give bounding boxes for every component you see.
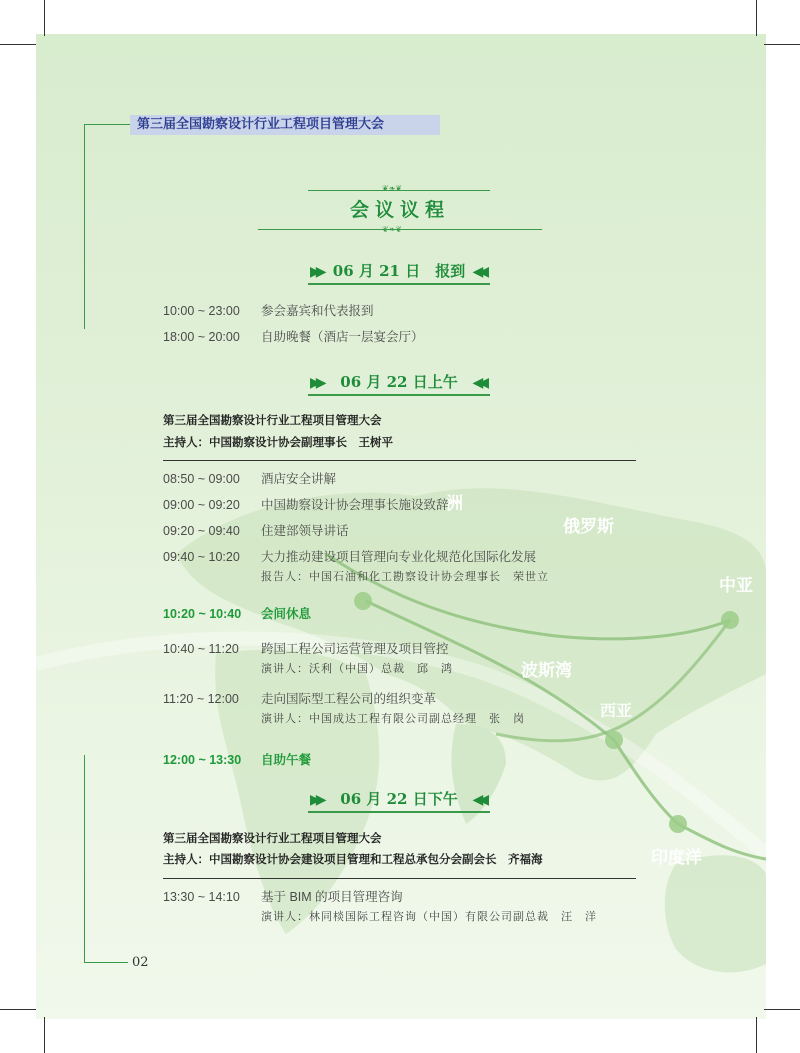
- map-label-europe: 洲: [446, 494, 463, 514]
- agenda-title: 会议议程: [349, 199, 450, 221]
- crop-mark: [44, 1017, 45, 1053]
- arrow-left-icon: ◀◀: [472, 374, 484, 390]
- agenda-item: 中国勘察设计协会理事长施设致辞: [261, 498, 449, 512]
- crop-mark: [756, 0, 757, 36]
- agenda-item: 住建部领导讲话: [261, 524, 349, 538]
- map-node: [721, 611, 739, 629]
- agenda-row: [163, 329, 424, 345]
- frame-line-top-vertical: [84, 124, 85, 329]
- map-node: [605, 731, 623, 749]
- agenda-row: [163, 889, 403, 905]
- agenda-time: 09:40 ~ 10:20: [163, 550, 240, 564]
- agenda-item: 大力推动建设项目管理向专业化规范化国际化发展: [261, 550, 537, 564]
- session-title: 第三届全国勘察设计行业工程项目管理大会: [163, 415, 382, 427]
- crop-mark: [44, 0, 45, 36]
- speaker-line: 报告人：中国石油和化工勘察设计协会理事长 荣世立: [261, 570, 549, 583]
- date-banner-0622-am: [308, 372, 490, 396]
- agenda-item: 走向国际型工程公司的组织变革: [261, 692, 437, 706]
- agenda-item: 自助午餐: [261, 753, 312, 767]
- speaker-line: 演讲人：林同棪国际工程咨询（中国）有限公司副总裁 汪 洋: [261, 910, 597, 923]
- agenda-item: 基于 BIM 的项目管理咨询: [261, 890, 403, 904]
- agenda-item: 自助晚餐（酒店一层宴会厅）: [261, 330, 424, 344]
- frame-line-bottom-vertical: [84, 755, 85, 962]
- agenda-item: 会间休息: [261, 607, 312, 621]
- map-australia: [665, 855, 766, 972]
- arrow-left-icon: ◀◀: [472, 791, 484, 807]
- session-title: 第三届全国勘察设计行业工程项目管理大会: [163, 833, 382, 845]
- agenda-time: 10:20 ~ 10:40: [163, 607, 242, 621]
- agenda-row: [163, 523, 349, 539]
- agenda-time: 09:00 ~ 09:20: [163, 498, 240, 512]
- date-banner-text: 06 月 22 日上午: [340, 373, 458, 391]
- map-node: [354, 592, 372, 610]
- agenda-time: 12:00 ~ 13:30: [163, 753, 242, 767]
- date-banner-0622-pm: [308, 789, 490, 813]
- agenda-row: [163, 471, 336, 487]
- agenda-row: [163, 303, 374, 319]
- speaker-line: 演讲人：沃利（中国）总裁 邱 鸿: [261, 662, 453, 675]
- break-row: [163, 606, 311, 622]
- ornament-icon: ❦❧❦: [382, 225, 403, 234]
- agenda-row: [163, 497, 449, 513]
- agenda-item: 酒店安全讲解: [261, 472, 337, 486]
- world-map-illustration: [36, 34, 766, 1019]
- arrow-left-icon: ◀◀: [472, 263, 484, 279]
- session-host: 主持人：中国勘察设计协会副理事长 王树平: [163, 437, 393, 449]
- crop-mark: [764, 44, 800, 45]
- crop-mark: [756, 1017, 757, 1053]
- page-number: 02: [132, 955, 149, 970]
- crop-mark: [0, 1009, 36, 1010]
- map-label-central-asia: 中亚: [719, 576, 753, 596]
- map-label-russia: 俄罗斯: [563, 517, 614, 537]
- arrow-right-icon: ▶▶: [310, 263, 322, 279]
- agenda-time: 10:00 ~ 23:00: [163, 304, 240, 318]
- session-rule: [163, 878, 636, 879]
- crop-mark: [0, 44, 36, 45]
- agenda-row: [163, 641, 449, 657]
- agenda-time: 13:30 ~ 14:10: [163, 890, 240, 904]
- date-banner-text: 06 月 22 日下午: [340, 790, 458, 808]
- map-node: [669, 815, 687, 833]
- agenda-time: 10:40 ~ 11:20: [163, 642, 239, 656]
- agenda-time: 08:50 ~ 09:00: [163, 472, 240, 486]
- date-banner-text: 06 月 21 日 报到: [332, 262, 466, 280]
- frame-line-bottom-horizontal: [84, 962, 128, 963]
- lunch-row: [163, 752, 311, 768]
- ornament-icon: ❦❧❦: [382, 184, 403, 193]
- agenda-time: 09:20 ~ 09:40: [163, 524, 240, 538]
- frame-line-top-horizontal: [84, 124, 130, 125]
- agenda-row: [163, 549, 536, 565]
- agenda-item: 参会嘉宾和代表报到: [261, 304, 374, 318]
- arrow-right-icon: ▶▶: [310, 374, 322, 390]
- session-rule: [163, 460, 636, 461]
- agenda-row: [163, 691, 436, 707]
- speaker-line: 演讲人：中国成达工程有限公司副总经理 张 岗: [261, 712, 525, 725]
- conference-header: 第三届全国勘察设计行业工程项目管理大会: [130, 115, 440, 135]
- agenda-time: 11:20 ~ 12:00: [163, 692, 239, 706]
- agenda-time: 18:00 ~ 20:00: [163, 330, 240, 344]
- map-label-west-asia: 西亚: [600, 701, 633, 720]
- map-label-persian-gulf: 波斯湾: [521, 661, 572, 681]
- arrow-right-icon: ▶▶: [310, 791, 322, 807]
- agenda-item: 跨国工程公司运营管理及项目管控: [261, 642, 449, 656]
- crop-mark: [764, 1009, 800, 1010]
- map-label-indian-ocean: 印度洋: [651, 848, 702, 868]
- date-banner-0621: [308, 261, 490, 285]
- session-host: 主持人：中国勘察设计协会建设项目管理和工程总承包分会副会长 齐福海: [163, 854, 543, 866]
